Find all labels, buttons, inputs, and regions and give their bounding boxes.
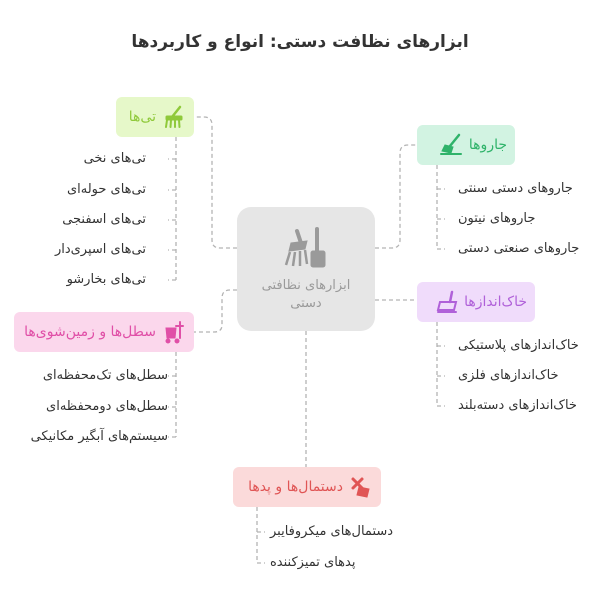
list-item: سطل‌های دومحفظه‌ای	[46, 399, 168, 414]
branch-label-dustpans: خاک‌اندازها	[464, 294, 527, 310]
list-item: سطل‌های تک‌محفظه‌ای	[42, 368, 168, 383]
bucket-cart-icon	[162, 320, 186, 344]
center-node	[237, 207, 375, 331]
list-item: دستمال‌های میکروفایبر	[270, 524, 394, 539]
link-center-buckets	[194, 290, 237, 332]
wipe-cloth-icon	[349, 475, 373, 499]
list-item: جاروهای دستی سنتی	[458, 181, 573, 196]
list-item: تی‌های حوله‌ای	[66, 182, 146, 197]
list-item: پدهای تمیزکننده	[270, 555, 356, 570]
branch-label-brooms: جاروها	[468, 137, 507, 153]
center-label: ابزارهای نظافتی دستی	[261, 278, 351, 311]
diagram-title: ابزارهای نظافت دستی: انواع و کاربردها	[131, 32, 469, 52]
broom-icon	[439, 133, 463, 157]
list-item: خاک‌اندازهای فلزی	[458, 368, 559, 383]
list-item: جاروهای صنعتی دستی	[458, 241, 580, 256]
branch-node-buckets	[14, 312, 194, 352]
branch-node-dustpans	[417, 282, 535, 322]
list-item: تی‌های اسفنجی	[62, 212, 146, 227]
list-item: خاک‌اندازهای دسته‌بلند	[458, 398, 577, 413]
link-center-brooms	[375, 145, 417, 248]
branch-node-cloths	[233, 467, 381, 507]
dustpan-icon	[436, 290, 458, 314]
branch-label-buckets: سطل‌ها و زمین‌شوی‌ها	[24, 324, 156, 340]
list-item: جاروهای نیتون	[458, 211, 536, 226]
link-center-mops	[194, 117, 237, 248]
list-item: خاک‌اندازهای پلاستیکی	[458, 338, 579, 353]
list-item: سیستم‌های آبگیر مکانیکی	[30, 429, 168, 444]
branch-label-mops: تی‌ها	[128, 109, 156, 125]
list-item: تی‌های بخارشو	[66, 272, 146, 287]
branch-label-cloths: دستمال‌ها و پدها	[248, 479, 343, 495]
branch-node-mops	[116, 97, 194, 137]
list-item: تی‌های نخی	[83, 151, 146, 166]
mop-icon	[162, 105, 186, 129]
broom-hand-icon	[281, 225, 331, 271]
list-item: تی‌های اسپری‌دار	[54, 242, 146, 257]
branch-node-brooms	[417, 125, 515, 165]
